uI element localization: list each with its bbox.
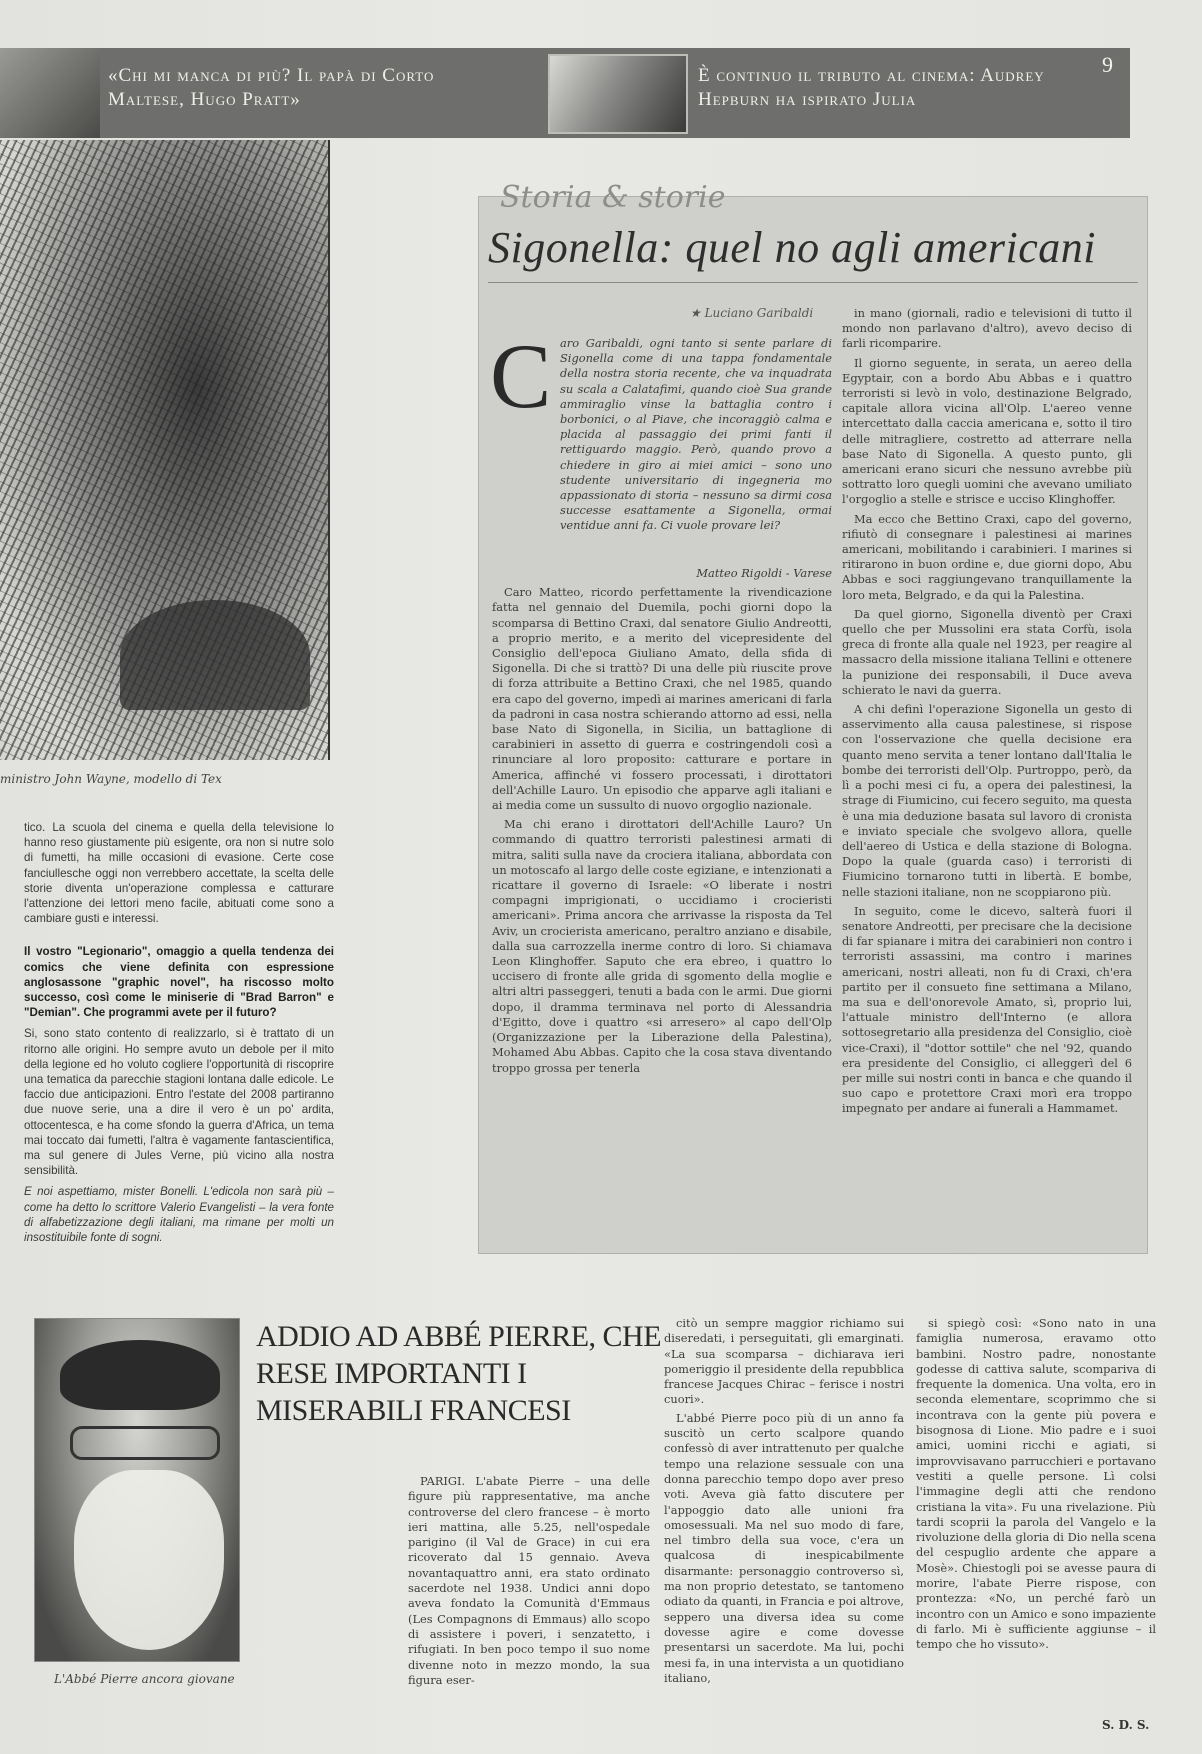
comic-illustration-detail (120, 600, 310, 710)
obituary-column-2 (664, 1316, 904, 1689)
feature-paragraph: Ma chi erano i dirottatori dell'Achille Lauro? Un commando di quattro terroristi palestinesi armati di mitra, saliti sulla nave da crociera italiana, abbordata con un motoscafo al largo delle coste egiziane, e intenzionati a ricattare il governo di Israele: «O liberate i nostri compagni imprigionati, o uccidiamo i crocieristi americani». Prima ancora che arrivasse la risposta da Tel Aviv, un crocierista americano, peraltro anziano e disabile, dalla sua carrozzella inerme contro di loro. Si chiamava Leon Klinghoffer. Saputo che era ebreo, i quattro lo uccisero di fronte alle grida di sgomento della moglie e altri altri passeggeri, tenuti a bada con le armi. Due giorni dopo, il dramma terminava nel porto di Alessandria d'Egitto, dove i quattro «si arresero» al capo dell'Olp (Organizzazione per la Liberazione della Palestina), Mohamed Abu Abbas. Capito che la cosa stava diventando troppo grossa per tenerla (492, 817, 832, 1075)
feature-column-2 (842, 306, 1132, 1121)
interview-closing: E noi aspettiamo, mister Bonelli. L'edicola non sarà più – come ha detto lo scrittore Valerio Evangelisti – la vera fonte di alfabetizzazione degli italiani, ma rimane per molti un insostituibile fonte di sogni. (24, 1185, 334, 1245)
page-number: 9 (1102, 52, 1113, 77)
feature-paragraph: Ma ecco che Bettino Craxi, capo del governo, rifiutò di consegnare i palestinesi ai marines americani, mobilitando i carabinieri. I marines si ritirarono in buon ordine e, due giorni dopo, Abu Abbas e soci raggiungevano tranquillamente la loro meta, Belgrado, e da qui la Palestina. (842, 511, 1132, 602)
feature-paragraph: In seguito, come le dicevo, salterà fuori il senatore Andreotti, per precisare che la decisione di far spianare i mitra dei carabinieri non contro i terroristi assassini, ma contro i marines americani, nostri alleati, non fu di Craxi, ch'era partito per il consueto fine settimana a Milano, ma sua e dell'onorevole Amato, sì, proprio lui, l'attuale ministro dell'Interno (e allora sottosegretario alla presidenza del Consiglio, cioè vice-Craxi), il "dottor sottile" che nel '92, quando era presidente del Consiglio, ci alleggerì del 6 per mille sui nostri conti in banca e che quando il suo capo e protettore Craxi morì era troppo impegnato per andare ai funerali a Hammamet. (842, 903, 1132, 1116)
interview-column (24, 820, 334, 1251)
comic-caption: ministro John Wayne, modello di Tex (0, 772, 222, 786)
teaser-left-title: «Chi mi manca di più? Il papà di Corto Maltese, Hugo Pratt» (108, 65, 435, 110)
byline-name: Luciano Garibaldi (704, 306, 814, 320)
feature-column-1 (492, 566, 832, 1080)
teaser-right-title: È continuo il tributo al cinema: Audrey Hepburn ha ispirato Julia (698, 65, 1045, 110)
headline-rule (488, 282, 1138, 283)
photo-caption: L'Abbé Pierre ancora giovane (54, 1672, 235, 1686)
feature-paragraph: Da quel giorno, Sigonella diventò per Craxi quello che per Mussolini era stata Corfù, isola greca di fronte alla quale nel 1923, per reagire al massacro della missione italiana Tellini e ottenere la punizione dei responsabili, il Duce aveva schierato le navi da guerra. (842, 606, 1132, 697)
interview-paragraph: Si, sono stato contento di realizzarlo, si è trattato di un ritorno alle origini. Ho sempre avuto un debole per il mito della legione ed ho voluto cogliere l'opportunità di riscoprire una tematica da parecchie stagioni lontana dalle edicole. Le faccio due anticipazioni. Entro l'estate del 2008 partiranno due nuove serie, una a dire il vero è un po' ardita, ottocentesca, e ha come sfondo la guerra d'Africa, un tema mai toccato dai fumetti, l'altra è vagamente fantascientifica, ma sul genere di Jules Verne, più vicino alla nostra sensibilità. (24, 1027, 334, 1178)
obituary-column-1 (408, 1474, 650, 1691)
photo-beret (60, 1340, 220, 1410)
obituary-column-3 (916, 1316, 1156, 1656)
feature-paragraph: Caro Matteo, ricordo perfettamente la rivendicazione fatta nel gennaio del Duemila, pochi giorni dopo la scomparsa di Bettino Craxi, dal senatore Giulio Andreotti, a proprio merito, e a merito del vicepresidente del Consiglio dell'epoca Giuliano Amato, della sfida di Sigonella. Di che si trattò? Di una delle più riuscite prove di forza attribuite a Bettino Craxi, che nel 1985, quando era capo del governo, impedì ai marines americani di farla da padroni in casa nostra schierando attorno ad essi, nella base Nato di Sigonella, in Sicilia, un battaglione di carabinieri in assetto di guerra e costringendoli così a rinunciare al loro proposito: catturare e portare in America, affinché vi fossero processati, i dirottatori dell'Achille Lauro. Un episodio che apparve agli italiani e ai media come un sussulto di nuovo orgoglio nazionale. (492, 585, 832, 813)
obituary-signature: S. D. S. (1102, 1718, 1150, 1732)
interview-paragraph: tico. La scuola del cinema e quella della televisione lo hanno reso giustamente più esigente, ora non si nutre solo di fumetti, ha mille occasioni di evasione. Certe cose fanciullesche oggi non verrebbero accettate, la scelta delle storie diventa un'operazione complessa e catturare l'attenzione dei lettori meno facile, abituati come sono a cambiare gusti e interessi. (24, 821, 334, 926)
reader-letter: aro Garibaldi, ogni tanto si sente parlare di Sigonella come di una tappa fondamentale della nostra storia recente, che va inquadrata su scala a Calatafimi, quando cioè Sua grande ammiraglio vinse la battaglia contro i borbonici, o al Piave, che incoraggiò calma e placida al passaggio dei primi fanti il rettiguardo maggio. Però, quando provo a chiedere in giro ai miei amici – sono uno studente universitario di ingegneria mo appassionato di storia – nessuno sa dirmi cosa successe esattamente a Sigonella, ormai ventidue anni fa. Ci vuole provare lei? (560, 336, 832, 533)
photo-glasses (70, 1426, 220, 1460)
photo-beard (74, 1470, 224, 1650)
feature-kicker: Storia & storie (500, 180, 726, 215)
feature-paragraph: in mano (giornali, radio e televisioni di tutto il mondo non parlavano d'altro), avevo deciso di farli ricomparire. (842, 306, 1132, 351)
obituary-headline: ADDIO AD ABBÉ PIERRE, CHE RESE IMPORTANTI I MISERABILI FRANCESI (256, 1320, 662, 1427)
obituary-paragraph: citò un sempre maggior richiamo sui diseredati, i perseguitati, gli emarginati. «La sua scomparsa – dichiarava ieri pomeriggio il presidente della repubblica francese Jacques Chirac – ferisce i nostri cuori». (664, 1316, 904, 1407)
teaser-right-thumbnail (548, 54, 688, 134)
feature-dropcap: C (490, 325, 552, 427)
feature-paragraph: A chi definì l'operazione Sigonella un gesto di asservimento alla causa palestinese, si rispose con l'osservazione che quella decisione era quanto meno servita a tener lontano dall'Italia le bombe dei terroristi dell'Olp. Purtroppo, però, da lì a pochi mesi ci fu, a opera dei palestinesi, la strage di Fiumicino, cui fecero seguito, ma questa è una mia deduzione basata sul lavoro di cronista e inviato speciale che svolgevo allora, quelle dell'aereo di Ustica e della stazione di Bologna. Dopo la quale (guarda caso) i terroristi di Fiumicino tornarono tutti in libertà. E bombe, nelle stazioni italiane, non ne scoppiarono più. (842, 702, 1132, 899)
feature-byline: ★ Luciano Garibaldi (690, 306, 814, 320)
obituary-paragraph: PARIGI. L'abate Pierre – una delle figure più rappresentative, ma anche controverse del clero francese – è morto ieri mattina, alle 5.25, nell'ospedale parigino (il Val de Grace) in cui era ricoverato dal 15 gennaio. Aveva novantaquattro anni, era stato ordinato sacerdote nel 1938. Undici anni dopo aveva fondato la Comunità d'Emmaus (Les Compagnons di Emmaus) allo scopo di assistere i poveri, i senzatetto, i rifugiati. In ben poco tempo il suo nome divenne noto in mezzo mondo, la sua figura eser- (408, 1474, 650, 1687)
feature-letter (560, 336, 832, 538)
obituary-paragraph: L'abbé Pierre poco più di un anno fa suscitò un certo scalpore quando confessò di aver intrattenuto per qualche tempo una relazione sessuale con una donna parecchio tempo dopo aver preso voti. Aveva già fatto discutere per l'appoggio dato alle unioni fra omosessuali. Ma nel suo modo di fare, nel timbro della sua voce, c'era un qualcosa di inespicabilmente disarmante: personaggio controverso sì, ma non proprio detestato, se tantomeno odiato da quanti, in Francia e poi altrove, seppero una diversa idea su come dovesse agire e come dovesse presentarsi un sacerdote. Ma lui, pochi mesi fa, in una intervista a un quotidiano italiano, (664, 1410, 904, 1685)
teaser-left-thumbnail (0, 48, 100, 138)
feature-headline: Sigonella: quel no agli americani (488, 223, 1096, 272)
interview-question: Il vostro "Legionario", omaggio a quella tendenza dei comics che viene definita con espressione anglosassone "graphic novel", ha riscosso molto successo, così come le miniserie di "Brad Barron" e "Demian". Che programmi avete per il futuro? (24, 945, 334, 1020)
obituary-paragraph: si spiegò così: «Sono nato in una famiglia numerosa, eravamo otto bambini. Nostro padre, nonostante godesse di cattiva salute, scompariva di frequente la domenica. Una volta, ero in seconda elementare, scoprimmo che si incontrava con la gente più povera e bisognosa di Lione. Mio padre e i suoi amici, uomini ricchi e agiati, si improvvisavano parrucchieri e portavano vestiti a quelle persone. Lì colsi l'immagine degli atti che rendono cristiana la vita». Fu una rivelazione. Più tardi scoprii la parola del Vangelo e la rivoluzione della gloria di Dio nella scena del cespuglio ardente che appare a Mosè». Chiestogli poi se avesse paura di morire, l'abate Pierre rispose, con prontezza: «No, un perché farò un incontro con un Amico e sono impaziente di farlo. Mi è sufficiente aggiunse – il tempo che ho vissuto». (916, 1316, 1156, 1652)
letter-signature: Matteo Rigoldi - Varese (696, 566, 832, 580)
feature-paragraph: Il giorno seguente, in serata, un aereo della Egyptair, con a bordo Abu Abbas e i quattro terroristi si levò in volo, destinazione Belgrado, capitale allora vicina all'Olp. L'aereo venne intercettato dalla caccia americana e, sotto il tiro delle mitragliere, costretto ad atterrare nella base Nato di Sigonella. A questo punto, gli americani erano sicuri che nessuno avrebbe più sottratto loro quegli uomini che avevano umiliato l'orgoglio a stelle e strisce e ucciso Klinghoffer. (842, 355, 1132, 507)
